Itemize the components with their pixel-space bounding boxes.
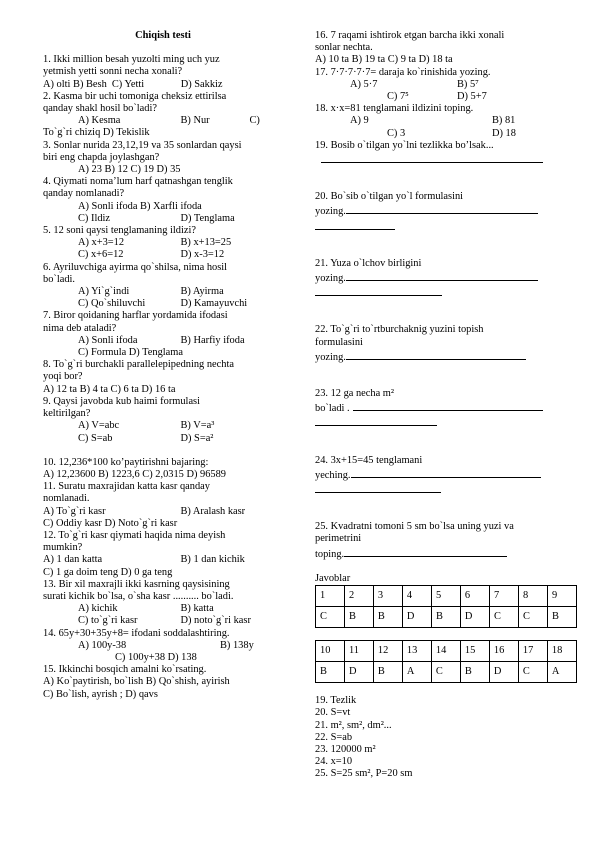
answer-item: 20. S=vt — [315, 707, 351, 719]
question-25 — [315, 521, 577, 561]
answer-cell: C — [518, 662, 547, 683]
question-number-cell: 12 — [373, 641, 402, 662]
option: A) 100y-38 — [78, 639, 127, 651]
right-column — [315, 30, 577, 781]
option: B) 1 dan kichik — [180, 554, 245, 566]
option: A) V=abc — [78, 420, 120, 432]
answer-cell: B — [431, 607, 460, 628]
answer-cell: D — [402, 607, 431, 628]
option: A) To`g`ri kasr — [43, 505, 106, 517]
option: C) to`g`ri kasr — [78, 615, 138, 627]
question-number-cell: 17 — [518, 641, 547, 662]
answer-blank[interactable] — [346, 203, 538, 214]
question-line: A) 12 ta B) 4 ta C) 6 ta D) 16 ta — [43, 383, 176, 395]
question-line: A) 12,23600 B) 1223,6 C) 2,0315 D) 96589 — [43, 468, 226, 480]
question-line: 19. Bosib o`tilgan yo`lni tezlikka bo’lsak... — [315, 139, 494, 151]
answer-item: 24. x=10 — [315, 756, 353, 768]
question-line: 14. 65y+30+35y+8= ifodani soddalashtiring. — [43, 627, 230, 639]
question-line: 17. 7·7·7·7·7= daraja ko`rinishida yozing. — [315, 66, 491, 78]
question-line: 22. To`g`ri to`rtburchaknig yuzini topish — [315, 324, 484, 336]
question-22 — [315, 324, 577, 364]
answer-cell: B — [344, 607, 373, 628]
question-line: 21. Yuza o`lchov birligini — [315, 257, 422, 269]
question-line: yozing. — [315, 273, 346, 285]
answer-cell: D — [460, 607, 489, 628]
option-row — [43, 213, 283, 225]
option: D) S=a² — [180, 432, 214, 444]
option: D) 18 — [492, 127, 516, 139]
question-number-cell: 8 — [518, 586, 547, 607]
option-row — [315, 91, 577, 103]
question-number-cell: 7 — [490, 586, 519, 607]
question-line: C) Oddiy kasr D) Noto`g`ri kasr — [43, 517, 178, 529]
question-line: 3. Sonlar nurida 23,12,19 va 35 sonlardan qaysi — [43, 139, 242, 151]
option-row — [43, 506, 283, 518]
question-line: 2. Kasma bir uchi tomoniga cheksiz ettirilsa — [43, 90, 227, 102]
answer-cell: B — [460, 662, 489, 683]
option: D) 5+7 — [457, 91, 487, 103]
answer-cell: A — [547, 662, 576, 683]
option: B) 81 — [492, 115, 516, 127]
answer-cell: C — [316, 607, 345, 628]
question-line: A) Sonli ifoda B) Xarfli ifoda — [78, 200, 202, 212]
question-line: bo`ladi. — [43, 273, 76, 285]
option: A) olti B) Besh — [43, 78, 107, 90]
question-line: To`g`ri chiziq D) Tekislik — [43, 127, 150, 139]
answer-item: 25. S=25 sm², P=20 sm — [315, 768, 413, 780]
question-line: 6. Ayriluvchiga ayirma qo`shilsa, nima hosil — [43, 261, 228, 273]
answer-cell: A — [402, 662, 431, 683]
question-line: toping. — [315, 548, 345, 560]
question-number-cell: 15 — [460, 641, 489, 662]
option: B) Aralash kasr — [180, 505, 246, 517]
answer-cell: C — [431, 662, 460, 683]
option-row — [43, 298, 283, 310]
question-line: C) 100y+38 D) 138 — [115, 651, 197, 663]
answer-item: 23. 120000 m² — [315, 743, 376, 755]
option: D) x-3=12 — [180, 249, 225, 261]
question-line: 5. 12 soni qaysi tenglamaning ildizi? — [43, 225, 196, 237]
question-line: qanday nomlanadi? — [43, 188, 125, 200]
question-number-cell: 2 — [344, 586, 373, 607]
question-line: mumkin? — [43, 542, 83, 554]
answer-cell: C — [518, 607, 547, 628]
question-number-cell: 11 — [345, 641, 374, 662]
question-number-cell: 16 — [489, 641, 518, 662]
answers-heading: Javoblar — [315, 572, 351, 584]
option: C) 3 — [387, 127, 406, 139]
question-line: 4. Qiymati noma’lum harf qatnashgan tenglik — [43, 176, 233, 188]
option: C) x+6=12 — [78, 249, 124, 261]
question-line: yetmish yetti sonni necha xonali? — [43, 66, 183, 78]
option: B) x+13=25 — [180, 237, 232, 249]
option: B) Harfiy ifoda — [180, 334, 245, 346]
question-20 — [315, 191, 577, 234]
answer-cell: B — [373, 607, 402, 628]
question-line: 15. Ikkinchi bosqich amalni ko`rsating. — [43, 664, 207, 676]
page-title: Chiqish testi — [135, 30, 191, 41]
answers-table-2 — [315, 640, 577, 683]
question-line: keltirilgan? — [43, 408, 91, 420]
question-number-cell: 3 — [373, 586, 402, 607]
answer-blank[interactable] — [346, 270, 538, 281]
question-16-17 — [315, 30, 577, 103]
question-line: C) Bo`lish, ayrish ; D) qavs — [43, 688, 158, 700]
option: D) Tenglama — [180, 212, 235, 224]
question-number-cell: 10 — [316, 641, 345, 662]
answers-row — [316, 641, 577, 662]
option-row — [43, 79, 283, 91]
answers-row — [316, 586, 577, 607]
question-18 — [315, 103, 577, 140]
option-row — [315, 115, 577, 127]
option: C) Ildiz — [78, 212, 111, 224]
question-number-cell: 9 — [547, 586, 576, 607]
question-line: yozing. — [315, 351, 346, 363]
option: C) Yetti — [111, 78, 145, 90]
question-line: 10. 12,236*100 ko’paytirishni bajaring: — [43, 456, 209, 468]
option-row — [43, 237, 283, 249]
question-line: yozing. — [315, 206, 346, 218]
option: A) Yi`g`indi — [78, 286, 130, 298]
option: B) katta — [180, 603, 214, 615]
question-line: A) 10 ta B) 19 ta C) 9 ta D) 18 ta — [315, 54, 453, 66]
answer-blank[interactable] — [315, 285, 442, 296]
question-number-cell: 6 — [460, 586, 489, 607]
question-line: perimetrini — [315, 533, 362, 545]
option: B) Nur — [180, 115, 210, 127]
question-line: nima deb ataladi? — [43, 322, 117, 334]
option: D) Kamayuvchi — [180, 298, 248, 310]
option: A) Sonli ifoda — [78, 334, 138, 346]
answer-cell: C — [490, 607, 519, 628]
answer-item: 21. m², sm², dm²... — [315, 719, 392, 731]
option: D) noto`g`ri kasr — [180, 615, 251, 627]
question-line: nomlanadi. — [43, 493, 90, 505]
question-number-cell: 13 — [402, 641, 431, 662]
answer-blank[interactable] — [351, 467, 541, 478]
question-number-cell: 1 — [316, 586, 345, 607]
answer-cell: D — [489, 662, 518, 683]
answer-blank[interactable] — [315, 219, 395, 230]
question-line: 24. 3x+15=45 tenglamani — [315, 454, 423, 466]
question-line: 25. Kvadratni tomoni 5 sm bo`lsa uning yuzi va — [315, 521, 514, 533]
question-line: A) Ko`paytirish, bo`lish B) Qo`shish, ayirish — [43, 676, 230, 688]
option: A) 5·7 — [350, 78, 378, 90]
question-24 — [315, 455, 577, 498]
option-row — [315, 128, 577, 140]
question-line: formulasini — [315, 336, 363, 348]
option: A) kichik — [78, 603, 118, 615]
answer-blank[interactable] — [321, 152, 543, 163]
option-row — [43, 603, 283, 615]
answers-list — [315, 695, 577, 780]
question-line: A) 23 B) 12 C) 19 D) 35 — [78, 164, 181, 176]
question-line: qanday shakl hosil bo`ladi? — [43, 103, 157, 115]
question-number-cell: 5 — [431, 586, 460, 607]
question-line: 9. Qaysi javobda kub haimi formulasi — [43, 395, 200, 407]
question-19 — [315, 140, 577, 167]
question-line: 16. 7 raqami ishtirok etgan barcha ikki xonali — [315, 30, 505, 41]
option-row — [43, 115, 283, 127]
question-line: 12. To`g`ri kasr qiymati haqida nima deyish — [43, 529, 226, 541]
answers-row — [316, 607, 577, 628]
question-line: bo`ladi . — [315, 403, 350, 415]
question-line: C) Formula D) Tenglama — [78, 347, 183, 359]
option: B) 5⁷ — [457, 78, 479, 90]
question-number-cell: 4 — [402, 586, 431, 607]
question-line: 7. Biror qoidaning harflar yordamida ifodasi — [43, 310, 228, 322]
option-row — [43, 286, 283, 298]
question-line: C) 1 ga doim teng D) 0 ga teng — [43, 566, 173, 578]
option: B) V=a³ — [180, 420, 215, 432]
left-column — [43, 30, 283, 701]
answer-cell: B — [316, 662, 345, 683]
question-23 — [315, 388, 577, 431]
option: D) Sakkiz — [180, 78, 223, 90]
question-number-cell: 14 — [431, 641, 460, 662]
question-21 — [315, 258, 577, 301]
answers-table-1 — [315, 585, 577, 628]
question-line: 13. Bir xil maxrajli ikki kasrning qaysisining — [43, 578, 230, 590]
question-line: yeching. — [315, 469, 351, 481]
option: C) S=ab — [78, 432, 113, 444]
option: A) 9 — [350, 115, 369, 127]
option: A) 1 dan katta — [43, 554, 103, 566]
question-line: sonlar nechta. — [315, 42, 373, 54]
option: C) Qo`shiluvchi — [78, 298, 146, 310]
answer-blank[interactable] — [315, 415, 437, 426]
question-number-cell: 18 — [547, 641, 576, 662]
option: C) 7⁵ — [387, 91, 409, 103]
option-row — [43, 335, 283, 347]
question-line: surati kichik bo`lsa, o`sha kasr .......... bo`ladi. — [43, 590, 234, 602]
answer-blank[interactable] — [344, 546, 507, 557]
option-row — [43, 615, 283, 627]
answer-blank[interactable] — [315, 482, 441, 493]
option-row — [43, 433, 283, 445]
question-line: 18. x·x=81 tenglamani ildizini toping. — [315, 103, 474, 115]
option-row — [315, 79, 577, 91]
answers-row — [316, 662, 577, 683]
answer-cell: B — [373, 662, 402, 683]
option-row — [43, 249, 283, 261]
answer-blank[interactable] — [346, 349, 526, 360]
question-line: yoqi bor? — [43, 371, 83, 383]
answer-blank[interactable] — [353, 400, 543, 411]
option-row — [43, 640, 283, 652]
option: B) 138y — [220, 639, 254, 651]
answer-item: 22. S=ab — [315, 731, 353, 743]
option: B) Ayirma — [180, 286, 224, 298]
option-row — [43, 420, 283, 432]
option: A) x+3=12 — [78, 237, 125, 249]
answer-cell: B — [547, 607, 576, 628]
question-line: 23. 12 ga necha m² — [315, 388, 395, 400]
question-line: 11. Suratu maxrajidan katta kasr qanday — [43, 481, 210, 493]
question-line: 20. Bo`sib o`tilgan yo`l formulasini — [315, 191, 464, 203]
answer-cell: D — [345, 662, 374, 683]
option: A) Kesma — [78, 115, 121, 127]
option-row — [43, 554, 283, 566]
question-line: 1. Ikki million besah yuzolti ming uch yuz — [43, 54, 220, 66]
answer-item: 19. Tezlik — [315, 695, 357, 707]
question-line: 8. To`g`ri burchakli parallelepipedning nechta — [43, 359, 234, 371]
question-line: biri eng chapda joylashgan? — [43, 151, 160, 163]
option: C) — [249, 115, 260, 127]
left-questions — [43, 54, 283, 701]
